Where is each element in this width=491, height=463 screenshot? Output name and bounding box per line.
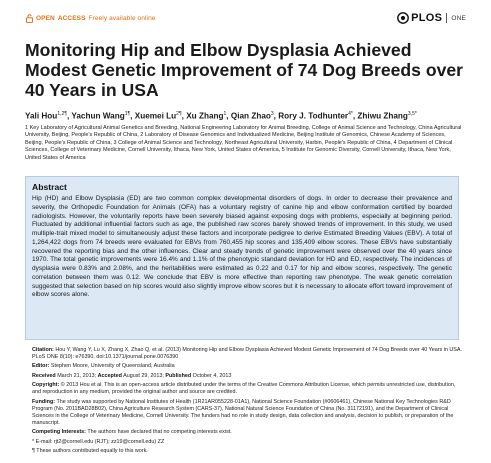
accepted-date: August 29, 2013; bbox=[123, 372, 164, 379]
open-access-label: OPEN bbox=[36, 15, 55, 22]
received-label: Received bbox=[32, 372, 56, 379]
citation-text: Hou Y, Wang Y, Lu X, Zhang X, Zhao Q, et al. (2013) Monitoring Hip and Elbow Dysplasia Achieved Modest Genetic Improvement of 74 Dog Breeds over 40 Years in USA. PLoS ONE 8(10): e76390. doi:10.1371/journal.pone.0076390 bbox=[32, 347, 462, 360]
author-affiliation-marker: 1¶ bbox=[124, 111, 131, 117]
email-line[interactable]: * E-mail: rjt2@cornell.edu (RJT); zz19@cornell.edu) ZZ bbox=[32, 438, 165, 445]
abstract-heading: Abstract bbox=[32, 182, 67, 192]
article-metadata bbox=[32, 347, 462, 458]
author-name[interactable]: Zhiwu Zhang bbox=[357, 111, 408, 121]
author-affiliation-marker: 3,5* bbox=[407, 111, 417, 117]
author-affiliation-marker: 1 bbox=[223, 111, 227, 117]
journal-logo[interactable] bbox=[397, 12, 466, 24]
received-date: March 21, 2013; bbox=[57, 372, 97, 379]
editor-text: Stephen Moore, University of Queensland, Australia bbox=[50, 363, 175, 370]
citation-line bbox=[32, 347, 462, 361]
copyright-label: Copyright: bbox=[32, 382, 60, 389]
author-list: Yali Hou$^{1,2\P}$, Yachun Wang$^{1\P}$, Xuemei $Lu^{2\P}$, Xu Zhang$^1$, Qian Zhao$^3$, Rory J. Todhunter$^{4*}$, Zhiwu Zhang$^{3,5*}$ bbox=[25, 111, 417, 121]
editor-line bbox=[32, 363, 462, 370]
copyright-text: © 2013 Hou et al. This is an open-access article distributed under the terms of the Creative Commons Attribution License, which permits unrestricted use, distribution, and reproduction in any medium, provided the original author and source are credited. bbox=[32, 382, 456, 396]
journal-name: PLOS bbox=[411, 12, 443, 24]
author-affiliation-marker: 3 bbox=[270, 111, 274, 117]
equal-contribution-footnote: ¶ These authors contributed equally to this work. bbox=[32, 448, 148, 455]
abstract-text: Hip (HD) and Elbow Dysplasia (ED) are two common complex developmental disorders of dogs. In order to decrease their prevalence and severity, the Orthopedic Foundation for Animals (OFA) has a voluntary registry of canine hip and elbow conformation certified by boarded radiologists. However, the voluntarily reports have been severely biased against exposing dogs with problems, especially at beginning period. Fluctuated by additional influential factors such as age, the published raw scores barely showed trends of improvement. In this study, we used multiple-trait mixed model to simultaneously adjust these factors and incorporate pedigree to derive Estimated Breeding Values (EBV). A total of 1,264,422 dogs from 74 breeds were evaluated for EBVs from 760,455 hip scores and 135,409 elbow scores. These EBVs have substantially recovered the reporting bias and the other influences. Clear and steady trends of genetic improvement were observed over the 40 years since 1970. The total genetic improvements were 16.4% and 1.1% of the phenotypic standard deviation for HD and ED, respectively. The incidences of dysplasia were 0.83% and 2.08%, and the heritabilities were estimated as 0.22 and 0.17 for hip and elbow scores, respectively. The genetic correlation between them was 0.12. We conclude that EBV is more effective than reporting raw phenotype. The weak genetic correlation suggested that selection based on hip scores would also slightly improve elbow scores but it is necessary to allocate effort toward improvement of elbow scores alone. bbox=[32, 195, 452, 299]
author-name[interactable]: Xu Zhang bbox=[186, 111, 224, 121]
published-date: October 4, 2013 bbox=[192, 372, 232, 379]
funding-text: The study was supported by National Institutes of Health (1R21AR055228-01A1), National Science Foundation (#0606461), Chinese National Key Technologies R&D Program (No. 2011BAD28B02), China Agriculture Research System (CARS-37), National Natural Science Foundation of China (No. 31172191), and the Department of Clinical Sciences in the College of Veterinary Medicine, Cornell University. The funders had no role in study design, data collection and analysis, decision to publish, or preparation of the manuscript. bbox=[32, 398, 454, 426]
freely-available-label: Freely available online bbox=[88, 15, 156, 22]
competing-interests-line bbox=[32, 429, 462, 436]
abstract-box bbox=[25, 176, 459, 340]
open-access-label-2: ACCESS bbox=[57, 15, 86, 22]
competing-label: Competing Interests: bbox=[32, 429, 86, 436]
author-name[interactable]: Yachun Wang bbox=[71, 111, 125, 121]
open-access-lock-icon bbox=[26, 14, 33, 23]
funding-line bbox=[32, 399, 462, 427]
author-affiliation-marker: 1,2¶ bbox=[57, 111, 67, 117]
dates-line bbox=[32, 373, 462, 380]
author-affiliation-marker: 4* bbox=[348, 111, 353, 117]
plos-logo-icon bbox=[397, 12, 409, 24]
copyright-line bbox=[32, 382, 462, 396]
author-name[interactable]: Qian Zhao bbox=[230, 111, 271, 121]
published-label: Published bbox=[165, 372, 192, 379]
editor-label: Editor: bbox=[32, 363, 50, 370]
author-name[interactable]: Yali Hou bbox=[25, 111, 58, 121]
author-affiliation-marker: 2¶ bbox=[176, 111, 182, 117]
journal-header bbox=[26, 12, 466, 28]
competing-text: The authors have declared that no competing interests exist. bbox=[87, 429, 232, 436]
affiliations: 1 Key Laboratory of Agricultural Animal Genetics and Breeding, National Engineering Laboratory for Animal Breeding, College of Animal Science and Technology, China Agricultural University, Beijing, People's Republic of China, 2 Laboratory of Disease Genomics and Individualized Medicine, Beijing Institute of Genomics, Chinese Academy of Sciences, Beijing, People's Republic of China, 3 College of Animal Science and Technology, Northeast Agricultural University, Harbin, People's Republic of China, 4 Department of Clinical Sciences, College of Veterinary Medicine, Cornell University, Ithaca, New York, United States of America, 5 Institute for Genomic Diversity, Cornell University, Ithaca, New York, United States of America bbox=[25, 125, 462, 161]
article-title: Monitoring Hip and Elbow Dysplasia Achieved Modest Genetic Improvement of 74 Dog Breeds over 40 Years in USA bbox=[25, 40, 463, 100]
author-name[interactable]: Xuemei Lu bbox=[134, 111, 177, 121]
journal-divider bbox=[446, 13, 447, 23]
author-name[interactable]: Rory J. Todhunter bbox=[278, 111, 349, 121]
citation-label: Citation: bbox=[32, 347, 54, 353]
journal-subtitle: ONE bbox=[451, 14, 466, 22]
open-access-badge[interactable] bbox=[26, 14, 156, 23]
accepted-label: Accepted bbox=[97, 372, 122, 379]
funding-label: Funding: bbox=[32, 398, 56, 405]
